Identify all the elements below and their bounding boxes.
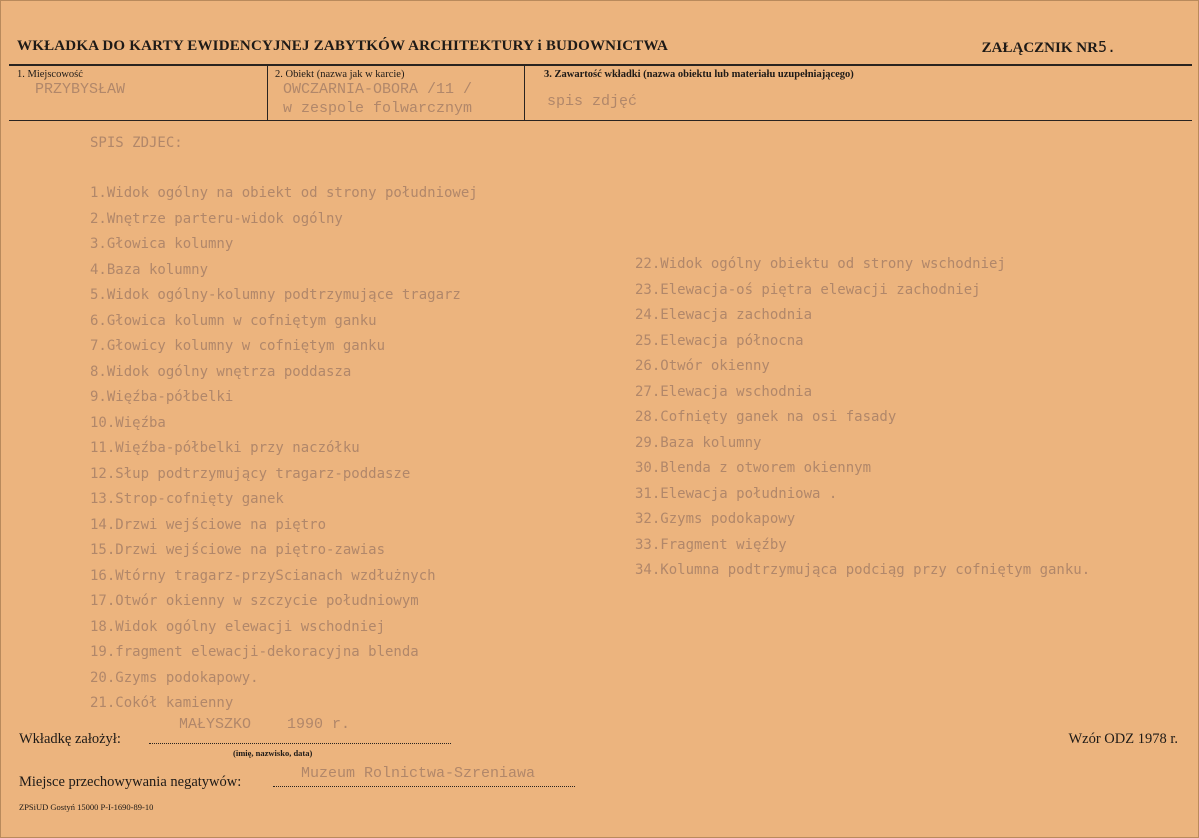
top-rule (9, 64, 1192, 66)
form-model: Wzór ODZ 1978 r. (1068, 731, 1178, 747)
storage-dotline (273, 786, 575, 787)
field-divider-1 (267, 66, 268, 120)
list-heading: SPIS ZDJEC: (90, 135, 183, 151)
author-value: MAŁYSZKO 1990 r. (179, 716, 351, 733)
photo-list-item: 18.Widok ogólny elewacji wschodniej (90, 618, 386, 635)
photo-list-item: 17.Otwór okienny w szczycie południowym (90, 593, 419, 609)
printer-note: ZPSiUD Gostyń 15000 P-I-1690-89-10 (19, 802, 154, 812)
photo-list-item: 15.Drzwi wejściowe na piętro-zawias (90, 542, 386, 558)
photo-list-item: 26.Otwór okienny (635, 358, 770, 374)
author-label: Wkładkę założył: (19, 731, 121, 747)
photo-list-item: 1.Widok ogólny na obiekt od strony południowej (90, 185, 478, 201)
photo-list-item: 21.Cokół kamienny (90, 695, 234, 711)
annex-number: 5. (1097, 38, 1116, 56)
photo-list-item: 14.Drzwi wejściowe na piętro (90, 516, 327, 533)
photo-list-item: 8.Widok ogólny wnętrza poddasza (90, 363, 352, 380)
photo-list-item: 16.Wtórny tragarz-przyScianach wzdłużnych (90, 567, 436, 584)
photo-list-item: 9.Więźba-półbelki (90, 389, 234, 405)
photo-list-item: 23.Elewacja-oś piętra elewacji zachodniej (635, 281, 981, 298)
photo-list-item: 19.fragment elewacji-dekoracyjna blenda (90, 644, 419, 660)
photo-list-item: 3.Głowica kolumny (90, 236, 234, 252)
field-divider-2 (524, 66, 525, 120)
photo-list-item: 11.Więźba-półbelki przy naczółku (90, 440, 360, 456)
photo-list-item: 12.Słup podtrzymujący tragarz-poddasze (90, 465, 411, 482)
object-label: 2. Obiekt (nazwa jak w karcie) (275, 69, 405, 80)
photo-list-item: 24.Elewacja zachodnia (635, 307, 813, 323)
photo-list-item: 30.Blenda z otworem okiennym (635, 460, 872, 476)
photo-list-item: 28.Cofnięty ganek na osi fasady (635, 409, 897, 425)
photo-list-item: 34.Kolumna podtrzymująca podciąg przy cofniętym ganku. (635, 562, 1091, 578)
photo-list-item: 31.Elewacja południowa . (635, 485, 838, 502)
photo-list-item: 6.Głowica kolumn w cofniętym ganku (90, 312, 377, 329)
content-value: spis zdjęć (547, 93, 638, 110)
card-title: WKŁADKA DO KARTY EWIDENCYJNEJ ZABYTKÓW ARCHITEKTURY i BUDOWNICTWA (17, 38, 669, 54)
object-value-line2: w zespole folwarcznym (283, 100, 473, 117)
annex-label (982, 38, 1116, 57)
photo-list-item: 5.Widok ogólny-kolumny podtrzymujące tragarz (90, 287, 461, 303)
photo-list-item: 32.Gzyms podokapowy (635, 511, 796, 527)
storage-value: Muzeum Rolnictwa-Szreniawa (301, 765, 536, 782)
photo-list-item: 7.Głowicy kolumny w cofniętym ganku (90, 338, 386, 354)
place-value: PRZYBYSŁAW (35, 81, 126, 98)
photo-list-item: 20.Gzyms podokapowy. (90, 669, 259, 686)
author-hint: (imię, nazwisko, data) (233, 748, 313, 758)
storage-label: Miejsce przechowywania negatywów: (19, 774, 242, 790)
author-dotline (149, 743, 451, 744)
photo-list-item: 10.Więźba (90, 414, 166, 431)
content-label: 3. Zawartość wkładki (nazwa obiektu lub materiału uzupełniającego) (544, 69, 854, 80)
photo-list-item: 29.Baza kolumny (635, 434, 762, 451)
photo-list-left (90, 181, 478, 717)
fields-bottom-rule (9, 120, 1192, 121)
photo-list-item: 27.Elewacja wschodnia (635, 383, 813, 400)
photo-list-item: 25.Elewacja północna (635, 332, 804, 349)
photo-list-item: 33.Fragment więźby (635, 536, 787, 553)
annex-label-text: ZAŁĄCZNIK NR (981, 40, 1098, 56)
object-value-line1: OWCZARNIA-OBORA /11 / (283, 81, 473, 98)
place-label: 1. Miejscowość (17, 69, 83, 80)
photo-list-item: 2.Wnętrze parteru-widok ogólny (90, 210, 343, 227)
photo-list-right (635, 252, 1090, 584)
photo-list-item: 4.Baza kolumny (90, 261, 209, 278)
photo-list-item: 13.Strop-cofnięty ganek (90, 491, 284, 507)
photo-list-item: 22.Widok ogólny obiektu od strony wschodniej (635, 256, 1006, 272)
